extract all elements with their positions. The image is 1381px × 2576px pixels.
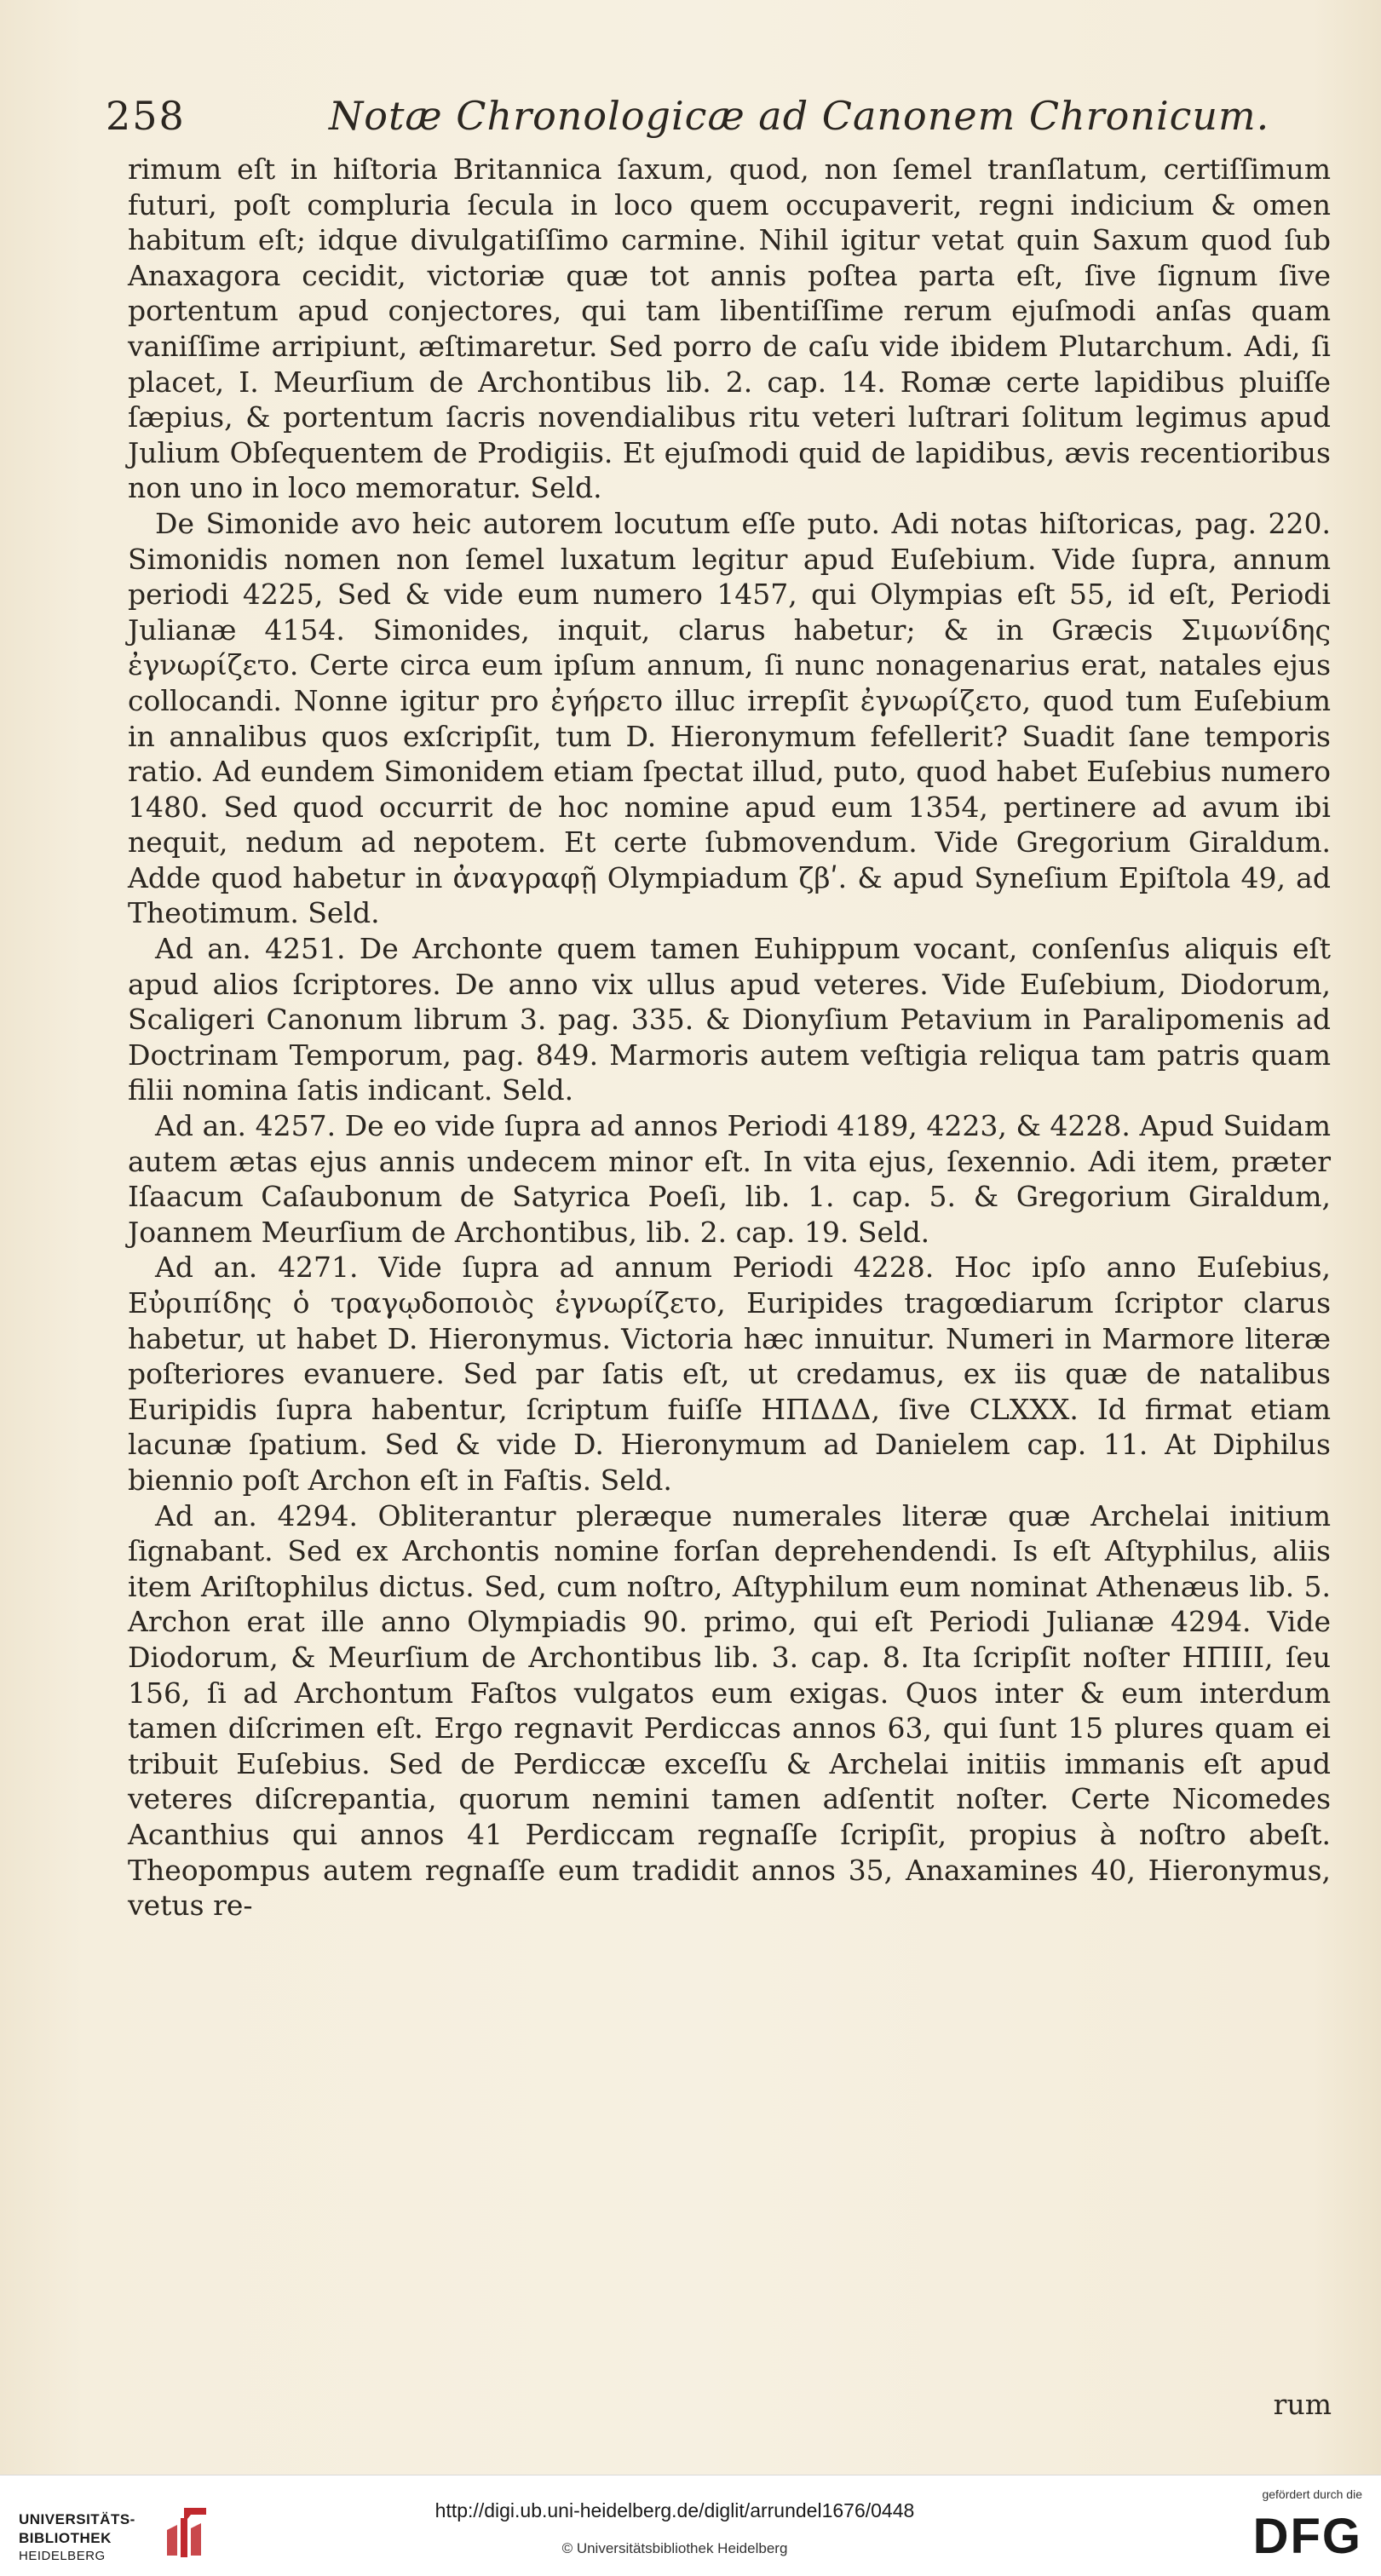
funded-by-label: gefördert durch die bbox=[1262, 2487, 1362, 2501]
paragraph-2: De Simonide avo heic autorem locutum eſſe puto. Adi notas hiſtoricas, pag. 220. Simonidis nomen non ſemel luxatum legitur apud Euſebium. Vide ſupra, annum periodi 4225, Sed & vide eum numero 1457, qui Olympias eſt 55, id eſt, Periodi Julianæ 4154. Simonides, inquit, clarus habetur; & in Græcis Σιμωνίδης ἐγνωρίζετο. Certe circa eum ipſum annum, ſi nunc nonagenarius erat, natales ejus collocandi. Nonne igitur pro ἐγήρετο illuc irrepſit ἐγνωρίζετο, quod tum Euſebium in annalibus quos exſcripſit, tum D. Hieronymum fefellerit? Suadit ſane temporis ratio. Ad eundem Simonidem etiam ſpectat illud, puto, quod habet Euſebius numero 1480. Sed quod occurrit de hoc nomine apud eum 1354, pertinere ad avum ibi nequit, nedum ad nepotem. Et certe ſubmovendum. Vide Gregorium Giraldum. Adde quod habetur in ἀναγραφῇ Olympiadum ζβʹ. & apud Syneſium Epiſtola 49, ad Theotimum. Seld. bbox=[128, 506, 1331, 930]
paragraph-3: Ad an. 4251. De Archonte quem tamen Euhippum vocant, conſenſus aliquis eſt apud alios ſcriptores. De anno vix ullus apud veteres. Vide Euſebium, Diodorum, Scaligeri Canonum librum 3. pag. 335. & Dionyſium Petavium in Paralipomenis ad Doctrinam Temporum, pag. 849. Marmoris autem veſtigia reliqua tam patris quam filii nomina ſatis indicant. Seld. bbox=[128, 932, 1331, 1107]
paragraph-6: Ad an. 4294. Obliterantur pleræque numerales literæ quæ Archelai initium ſignabant. Sed ex Archontis nomine forſan deprehendendi. Is eſt Aſtyphilus, aliis item Ariſtophilus dictus. Sed, cum noſtro, Aſtyphilum eum nominat Athenæus lib. 5. Archon erat ille anno Olympiadis 90. primo, qui eſt Periodi Julianæ 4294. Vide Diodorum, & Meurſium de Archontibus lib. 3. cap. 8. Ita ſcripſit noſter HΠIII, ſeu 156, ſi ad Archontum Faſtos vulgatos eum exigas. Quos inter & eum interdum tamen diſcrimen eſt. Ergo regnavit Perdiccas annos 63, qui ſunt 15 plures quam ei tribuit Euſebius. Sed de Perdiccæ exceſſu & Archelai initiis immanis eſt apud veteres diſcrepantia, quorum nemini tamen adſentit noſter. Certe Nicomedes Acanthius qui annos 41 Perdiccam regnaſſe ſcripſit, propius à noſtro abeſt. Theopompus autem regnaſſe eum tradidit annos 35, Anaxamines 40, Hieronymus, vetus re- bbox=[128, 1498, 1331, 1923]
library-logo bbox=[19, 2504, 206, 2564]
library-name-line1: UNIVERSITÄTS- bbox=[19, 2511, 135, 2527]
library-mark-icon bbox=[158, 2504, 210, 2561]
paragraph-4: Ad an. 4257. De eo vide ſupra ad annos Periodi 4189, 4223, & 4228. Apud Suidam autem ætas ejus annis undecem minor eſt. In vita ejus, ſexennio. Adi item, præter Iſaacum Caſaubonum de Satyrica Poeſi, lib. 1. cap. 5. & Gregorium Giraldum, Joannem Meurſium de Archontibus, lib. 2. cap. 19. Seld. bbox=[128, 1109, 1331, 1249]
page-header bbox=[101, 89, 1344, 149]
dfg-logo: DFG bbox=[1252, 2509, 1362, 2564]
library-name-line3: HEIDELBERG bbox=[19, 2549, 106, 2563]
catchword: rum bbox=[1273, 2388, 1332, 2421]
paragraph-5: Ad an. 4271. Vide ſupra ad annum Periodi 4228. Hoc ipſo anno Euſebius, Εὐριπίδης ὁ τραγῳδοποιὸς ἐγνωρίζετο, Euripides tragœdiarum ſcriptor clarus habetur, ut habet D. Hieronymus. Victoria hæc innuitur. Numeri in Marmore literæ poſteriores evanuere. Sed par ſatis eſt, ut credamus, ex iis quæ de natalibus Euripidis ſupra habentur, ſcriptum fuiſſe HΠΔΔΔ, ſive CLXXX. Id firmat etiam lacunæ ſpatium. Sed & vide D. Hieronymum ad Danielem cap. 11. At Diphilus biennio poſt Archon eſt in Faſtis. Seld. bbox=[128, 1251, 1331, 1497]
running-title: Notæ Chronologicæ ad Canonem Chronicum. bbox=[329, 93, 1270, 139]
page-number: 258 bbox=[106, 93, 186, 139]
main-text bbox=[128, 152, 1331, 1923]
copyright-notice: © Universitätsbibliothek Heidelberg bbox=[561, 2540, 788, 2556]
footer-bar bbox=[0, 2475, 1381, 2576]
permalink-url[interactable]: http://digi.ub.uni-heidelberg.de/diglit/arrundel1676/0448 bbox=[434, 2499, 915, 2521]
library-name-line2: BIBLIOTHEK bbox=[19, 2530, 112, 2546]
paragraph-1: rimum eſt in hiſtoria Britannica ſaxum, quod, non ſemel tranſlatum, certiſſimum futuri, poſt compluria ſecula in loco quem occupaverit, regni indicium & omen habitum eſt; idque divulgatiſſimo carmine. Nihil igitur vetat quin Saxum quod ſub Anaxagora cecidit, victoriæ quæ tot annis poſtea parta eſt, ſive ſignum ſive portentum apud conjectores, qui tam libentiſſime rerum ejuſmodi anſas quam vaniſſime arripiunt, æſtimaretur. Sed porro de caſu vide ibidem Plutarchum. Adi, ſi placet, I. Meurſium de Archontibus lib. 2. cap. 14. Romæ certe lapidibus pluiſſe ſæpius, & portentum ſacris novendialibus ritu veteri luſtrari ſolitum legimus apud Julium Obſequentem de Prodigiis. Et ejuſmodi quid de lapidibus, ævis recentioribus non uno in loco memoratur. Seld. bbox=[128, 152, 1331, 505]
